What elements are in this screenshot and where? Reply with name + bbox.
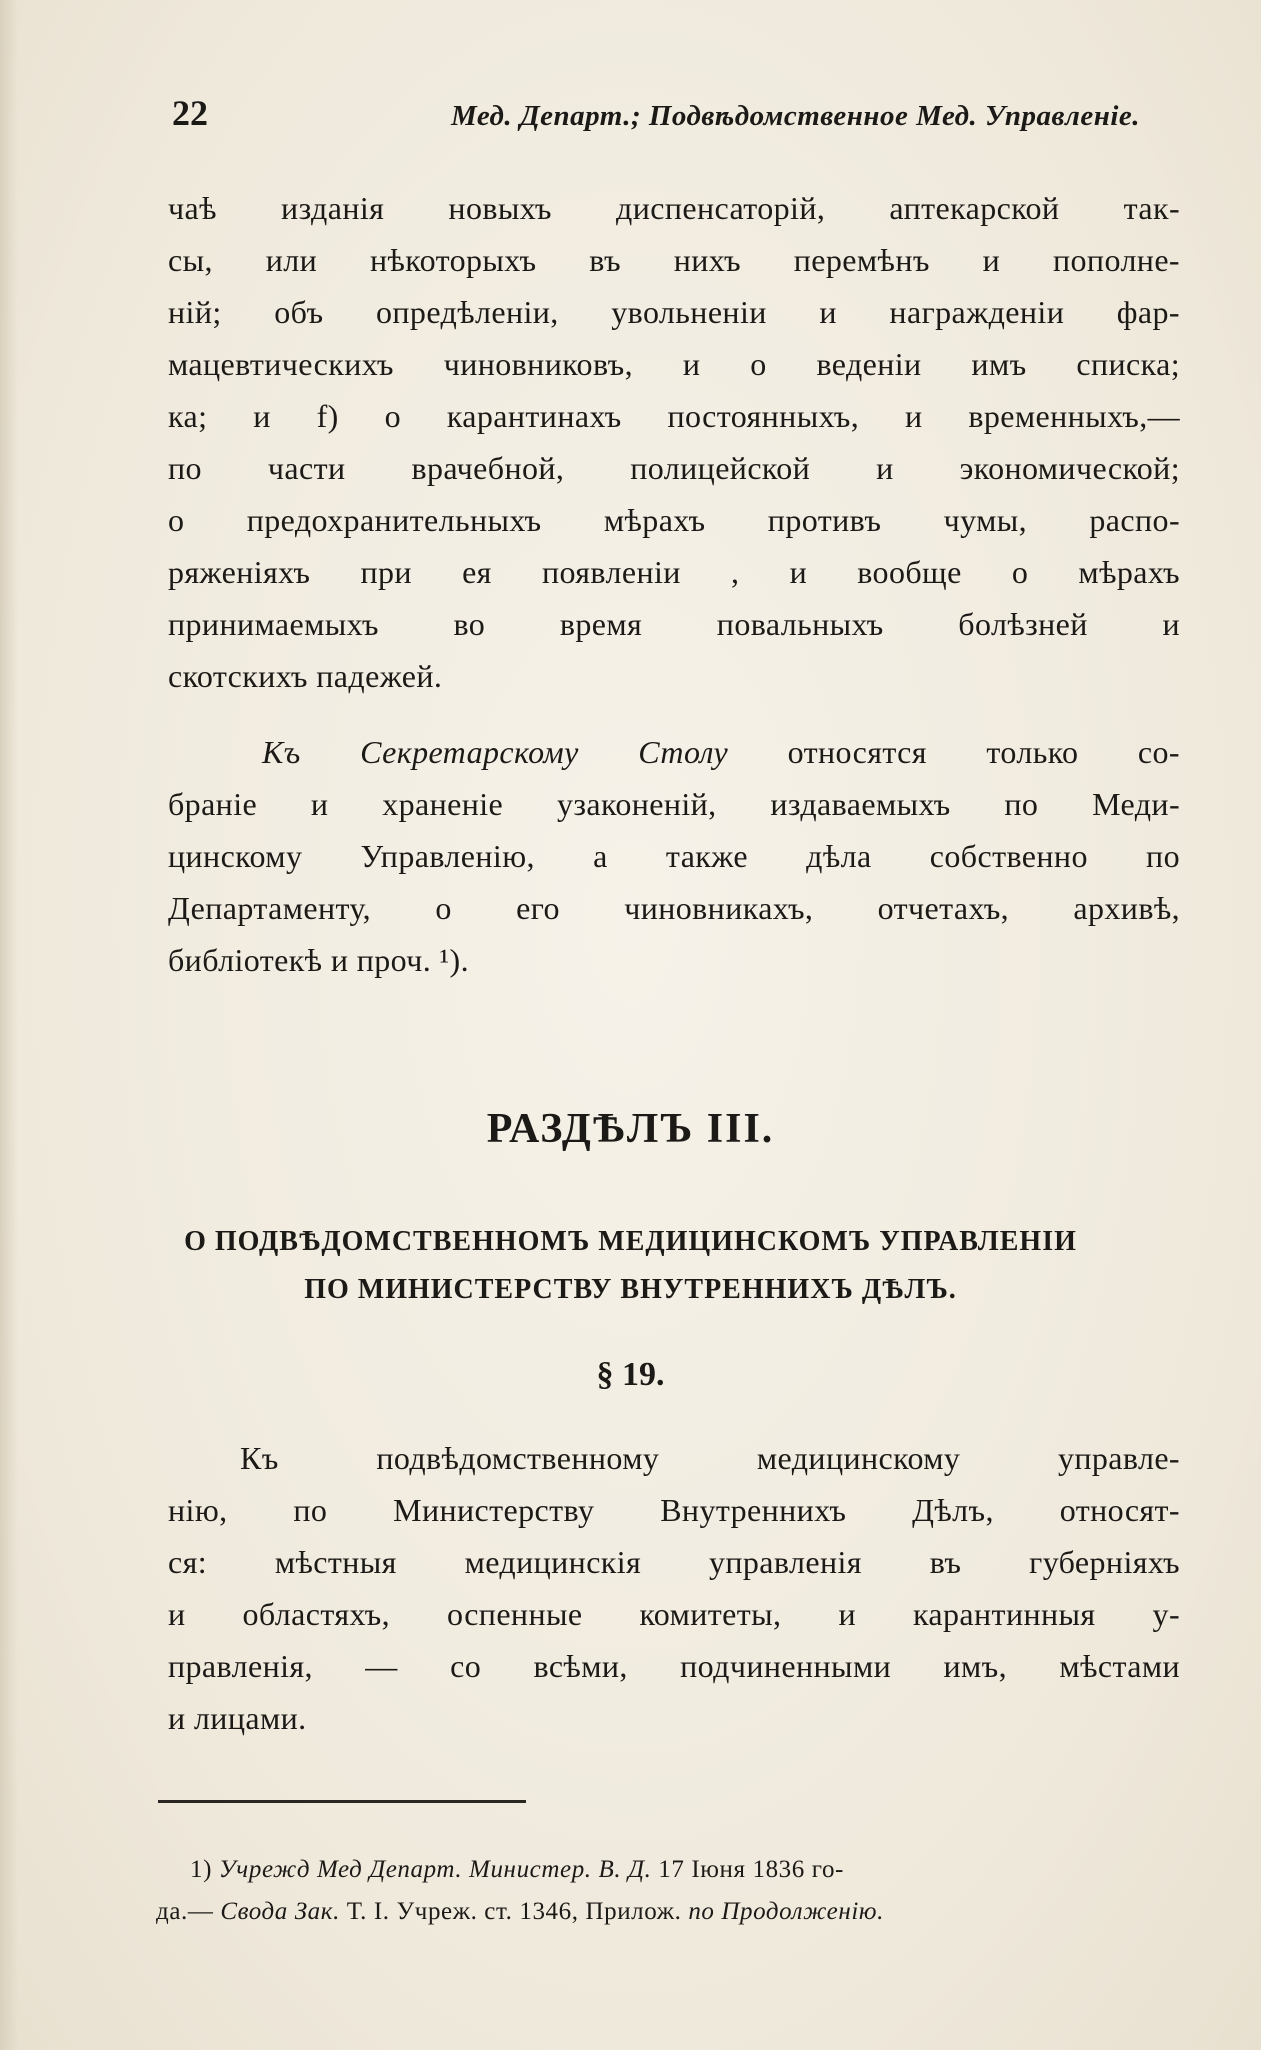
- text-line: нію, по Министерству Внутреннихъ Дѣлъ, относят-: [168, 1492, 1180, 1528]
- text-line: сы, или нѣкоторыхъ въ нихъ перемѣнъ и пополне-: [168, 242, 1180, 278]
- footnote-source: по Продолженію.: [688, 1898, 884, 1925]
- footnote-text: 17 Іюня 1836 го-: [651, 1856, 844, 1883]
- page-number: 22: [172, 93, 208, 133]
- text-line: ній; объ опредѣленіи, увольненіи и награжденіи фар-: [168, 294, 1180, 330]
- footnote-source: Учрежд Мед Департ. Министер. В. Д.: [218, 1856, 652, 1883]
- text-line: ка; и f) о карантинахъ постоянныхъ, и временныхъ,—: [168, 398, 1180, 434]
- footnote-line: [156, 1894, 1162, 1930]
- footnote-marker: 1): [190, 1856, 213, 1883]
- section-subtitle: ПО МИНИСТЕРСТВУ ВНУТРЕННИХЪ ДѢЛЪ.: [304, 1274, 957, 1305]
- page-edge-shadow: [0, 0, 18, 2050]
- text-line: браніе и храненіе узаконеній, издаваемыхъ по Меди-: [168, 786, 1180, 822]
- text-line: ряженіяхъ при ея появленіи , и вообще о мѣрахъ: [168, 554, 1180, 590]
- text-line: библіотекѣ и проч. ¹).: [168, 942, 470, 978]
- footnote-text: Т. I. Учреж. ст. 1346, Прилож.: [339, 1898, 689, 1925]
- section-title: РАЗДѢЛЪ III.: [486, 1106, 775, 1152]
- footnote-line: [190, 1852, 1162, 1888]
- footnote-rule: [158, 1800, 526, 1803]
- page-header: [172, 92, 1140, 142]
- text-line: о предохранительныхъ мѣрахъ противъ чумы, распо-: [168, 502, 1180, 538]
- text-line: и областяхъ, оспенные комитеты, и карантинныя у-: [168, 1596, 1180, 1632]
- footnote-text: да.—: [156, 1898, 221, 1925]
- section-subtitle: О ПОДВѢДОМСТВЕННОМЪ МЕДИЦИНСКОМЪ УПРАВЛЕНІИ: [184, 1226, 1077, 1257]
- text-line: по части врачебной, полицейской и экономической;: [168, 450, 1180, 486]
- running-head: Мед. Департ.; Подвѣдомственное Мед. Управленіе.: [450, 100, 1140, 132]
- text-line: скотскихъ падежей.: [168, 658, 443, 694]
- text-line: Къ подвѣдомственному медицинскому управле-: [240, 1440, 1180, 1476]
- text-line: принимаемыхъ во время повальныхъ болѣзней и: [168, 606, 1180, 642]
- text-line: и лицами.: [168, 1700, 307, 1736]
- footnote-source: Свода Зак.: [220, 1898, 340, 1925]
- text-line: правленія, — со всѣми, подчиненными имъ, мѣстами: [168, 1648, 1180, 1684]
- text-line: ся: мѣстныя медицинскія управленія въ губерніяхъ: [168, 1544, 1180, 1580]
- paragraph-first-line: [262, 730, 1180, 774]
- paragraph-sign: § 19.: [596, 1356, 665, 1393]
- text-line: Департаменту, о его чиновникахъ, отчетахъ, архивѣ,: [168, 890, 1180, 926]
- text-line: цинскому Управленію, а также дѣла собственно по: [168, 838, 1180, 874]
- text-line: мацевтическихъ чиновниковъ, и о веденіи имъ списка;: [168, 346, 1180, 382]
- text-line: чаѣ изданія новыхъ диспенсаторій, аптекарской так-: [168, 190, 1180, 226]
- secretary-desk-heading: Къ Секретарскому Столу: [262, 734, 729, 770]
- text-fragment: относятся только со-: [728, 734, 1180, 770]
